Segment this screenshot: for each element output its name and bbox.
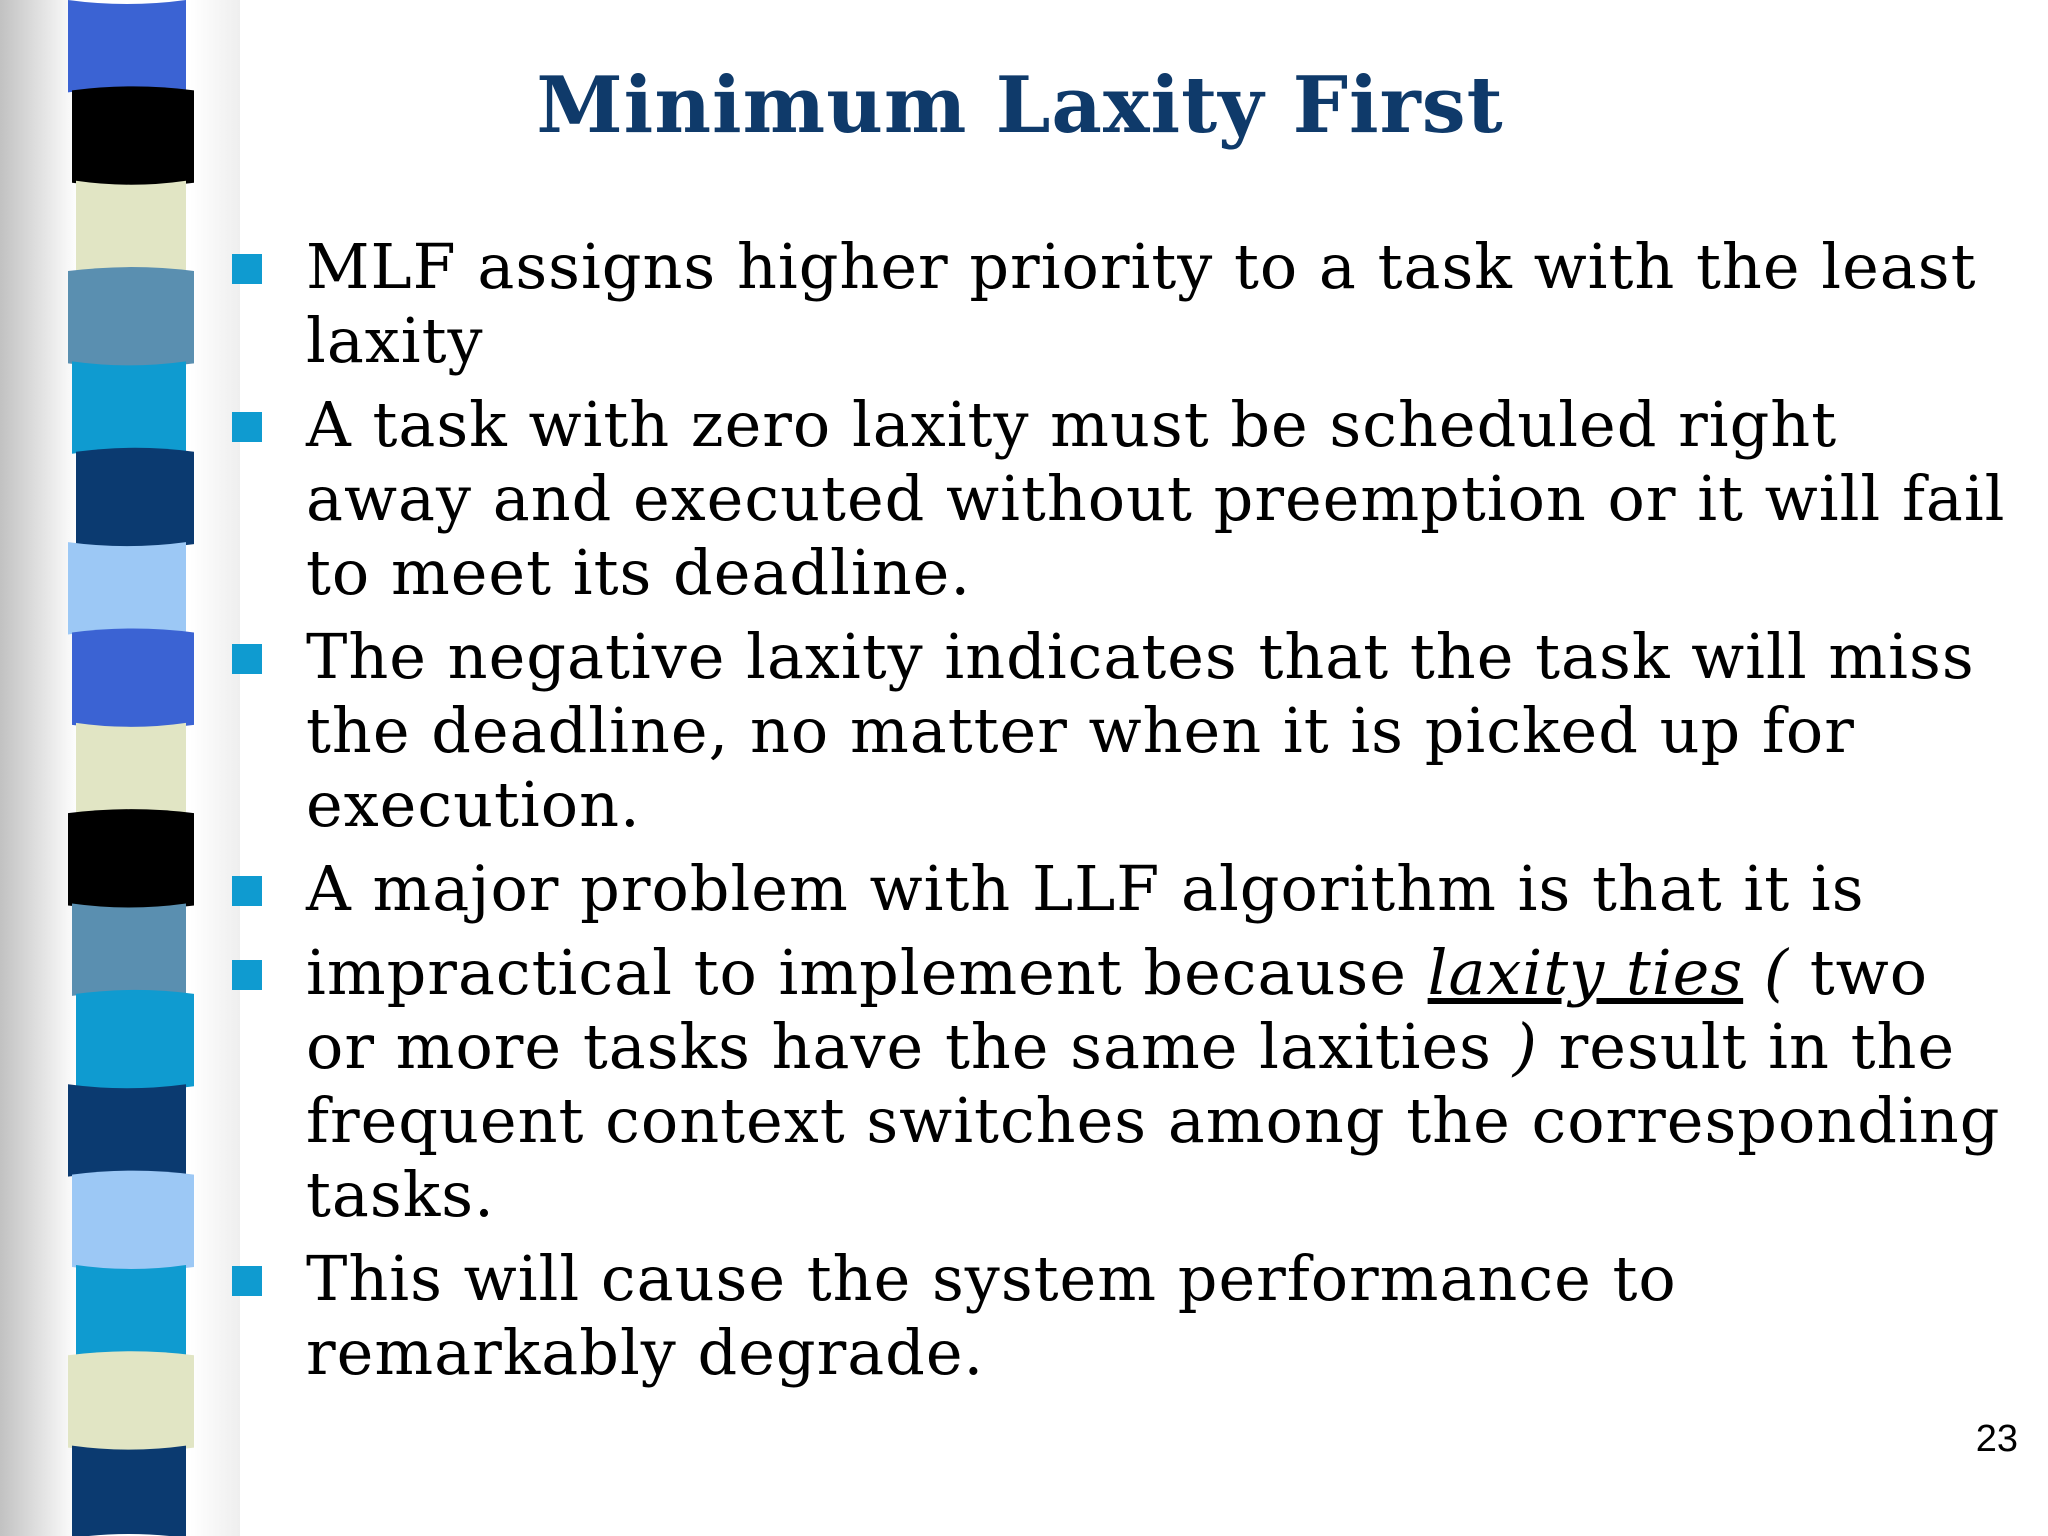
square-bullet-icon — [232, 960, 262, 990]
decorative-striped-bar — [0, 0, 240, 1536]
bullet-text: MLF assigns higher priority to a task with the least laxity — [306, 230, 1977, 377]
page-number: 23 — [1975, 1418, 2018, 1460]
close-paren: ) — [1512, 1010, 1559, 1083]
bullet-item — [228, 936, 2008, 1232]
bullet-text: A major problem with LLF algorithm is that it is — [306, 852, 1865, 925]
bullet-text-part: impractical to implement because — [306, 936, 1428, 1009]
emphasized-term: laxity ties — [1427, 936, 1744, 1009]
stripe-band — [72, 628, 194, 728]
bullet-text: A task with zero laxity must be scheduled right away and executed without preemption or it will fail to meet its deadline. — [306, 388, 2006, 609]
bullet-item — [228, 230, 2008, 378]
square-bullet-icon — [232, 412, 262, 442]
slide-title: Minimum Laxity First — [536, 60, 1504, 151]
bullet-item — [228, 388, 2008, 610]
stripe-band — [76, 448, 194, 548]
stripe-band — [72, 1446, 186, 1536]
stripe-band — [68, 1351, 194, 1451]
stripe-band — [72, 1171, 194, 1271]
square-bullet-icon — [232, 876, 262, 906]
stripe-band — [72, 361, 186, 453]
square-bullet-icon — [232, 254, 262, 284]
striped-bar-graphic — [0, 0, 240, 1536]
stripe-band — [72, 904, 186, 996]
stripe-band — [68, 809, 194, 909]
stripe-band — [68, 542, 186, 634]
bullet-text: The negative laxity indicates that the task will miss the deadline, no matter when it is picked up for execution. — [306, 620, 1975, 841]
bullet-text: This will cause the system performance to remarkably degrade. — [306, 1242, 1677, 1389]
stripe-band — [76, 723, 186, 815]
bullet-text-part: result in the frequent context switches among the corresponding tasks. — [306, 1010, 2001, 1231]
bullet-list — [228, 230, 2008, 1400]
stripe-band — [68, 1084, 186, 1176]
square-bullet-icon — [232, 644, 262, 674]
open-paren: ( — [1743, 936, 1810, 1009]
bullet-text-part: two or more tasks have the same laxities — [306, 936, 1929, 1083]
bullet-item — [228, 852, 2008, 926]
stripe-band — [68, 267, 194, 367]
stripe-band — [72, 86, 194, 186]
stripe-band — [76, 1265, 186, 1357]
stripe-band — [68, 0, 186, 92]
bullet-item — [228, 1242, 2008, 1390]
stripe-band — [76, 990, 194, 1090]
bullet-item — [228, 620, 2008, 842]
square-bullet-icon — [232, 1266, 262, 1296]
stripe-band — [76, 181, 186, 273]
